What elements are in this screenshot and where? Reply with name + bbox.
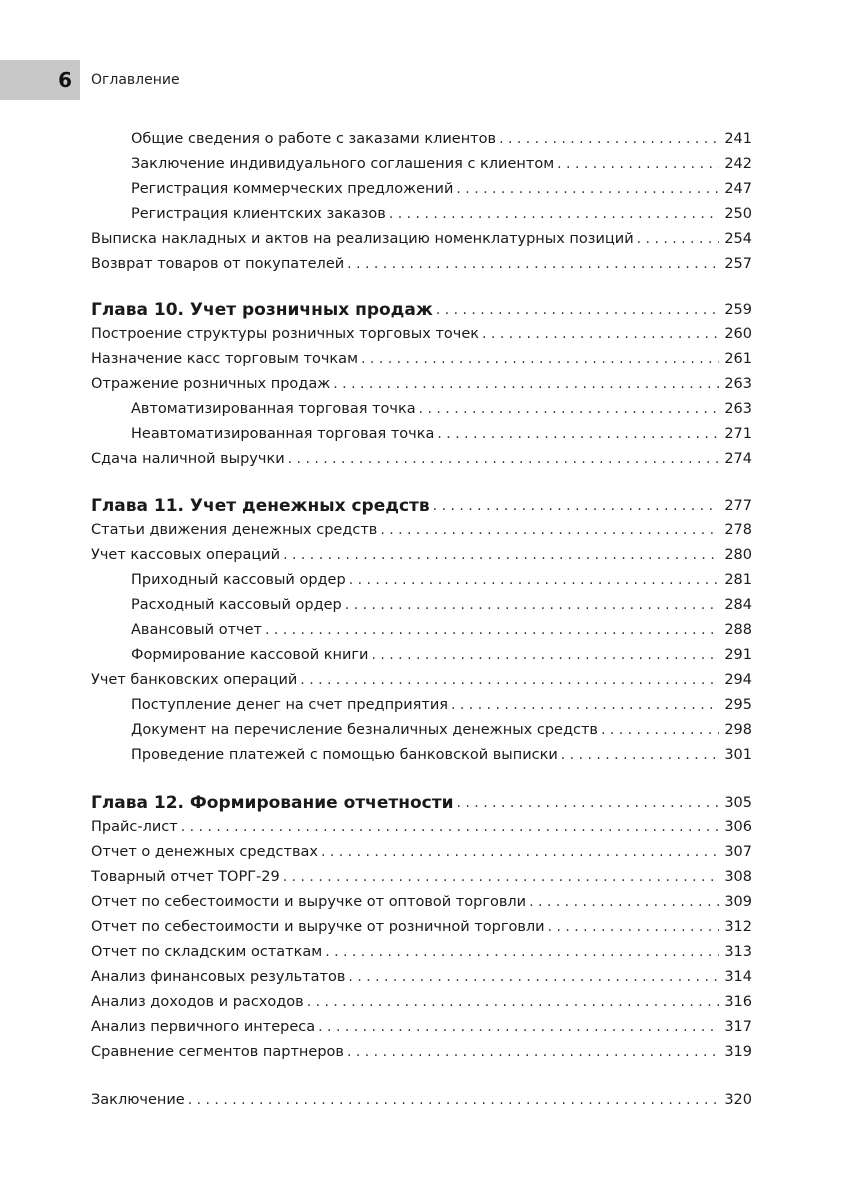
- toc-entry-title: Учет банковских операций: [91, 672, 298, 688]
- toc-entry: [131, 397, 752, 419]
- toc-leader-dots: [361, 349, 719, 369]
- toc-entry-page: 284: [724, 597, 752, 613]
- toc-entry-title: Формирование кассовой книги: [131, 647, 369, 663]
- toc-leader-dots: [456, 179, 719, 199]
- toc-entry-page: 314: [724, 969, 752, 985]
- toc-entry-title: Проведение платежей с помощью банковской выписки: [131, 747, 558, 763]
- toc-entry-title: Отчет по себестоимости и выручке от оптовой торговли: [91, 894, 527, 910]
- page-number: 6: [58, 68, 72, 92]
- toc-entry-page: 295: [724, 697, 752, 713]
- toc-entry-title: Сдача наличной выручки: [91, 451, 285, 467]
- toc-entry-page: 312: [724, 919, 752, 935]
- toc-entry-page: 308: [724, 869, 752, 885]
- toc-entry: [91, 990, 752, 1012]
- toc-entry-title: Регистрация коммерческих предложений: [131, 181, 454, 197]
- toc-leader-dots: [380, 520, 719, 540]
- toc-entry-page: 271: [724, 426, 752, 442]
- toc-leader-dots: [548, 917, 719, 937]
- toc-entry-page: 260: [724, 326, 752, 342]
- toc-entry-page: 298: [724, 722, 752, 738]
- toc-leader-dots: [349, 570, 719, 590]
- toc-leader-dots: [561, 745, 719, 765]
- toc-leader-dots: [307, 992, 719, 1012]
- toc-leader-dots: [482, 324, 719, 344]
- toc-entry-title: Отражение розничных продаж: [91, 376, 331, 392]
- toc-entry-title: Расходный кассовый ордер: [131, 597, 342, 613]
- toc-entry-page: 277: [724, 498, 752, 514]
- toc-entry-page: 313: [724, 944, 752, 960]
- toc-entry: [91, 789, 752, 815]
- toc-entry-page: 261: [724, 351, 752, 367]
- toc-entry: [131, 568, 752, 590]
- toc-entry-page: 257: [724, 256, 752, 272]
- toc-entry-page: 254: [724, 231, 752, 247]
- toc-entry: [131, 202, 752, 224]
- running-title: Оглавление: [91, 72, 180, 88]
- toc-entry: [91, 865, 752, 887]
- toc-entry-page: 278: [724, 522, 752, 538]
- toc-leader-dots: [437, 424, 719, 444]
- toc-entry-title: Анализ первичного интереса: [91, 1019, 316, 1035]
- toc-entry: [91, 322, 752, 344]
- toc-leader-dots: [347, 254, 719, 274]
- toc-entry: [91, 1015, 752, 1037]
- toc-leader-dots: [318, 1017, 719, 1037]
- toc-entry-page: 247: [724, 181, 752, 197]
- toc-entry: [131, 693, 752, 715]
- toc-entry: [131, 177, 752, 199]
- toc-entry-title: Сравнение сегментов партнеров: [91, 1044, 344, 1060]
- toc-leader-dots: [419, 399, 719, 419]
- toc-entry: [91, 252, 752, 274]
- toc-leader-dots: [348, 967, 719, 987]
- toc-entry-page: 274: [724, 451, 752, 467]
- toc-entry-title: Выписка накладных и актов на реализацию номенклатурных позиций: [91, 231, 634, 247]
- toc-entry-page: 263: [724, 376, 752, 392]
- toc-leader-dots: [333, 374, 719, 394]
- toc-entry-title: Отчет о денежных средствах: [91, 844, 318, 860]
- toc-entry-page: 291: [724, 647, 752, 663]
- toc-entry: [91, 518, 752, 540]
- toc-entry-page: 309: [724, 894, 752, 910]
- toc-leader-dots: [300, 670, 719, 690]
- toc-entry-title: Неавтоматизированная торговая точка: [131, 426, 435, 442]
- toc-entry-title: Учет кассовых операций: [91, 547, 281, 563]
- toc-entry: [91, 372, 752, 394]
- toc-entry-page: 317: [724, 1019, 752, 1035]
- toc-entry-title: Отчет по себестоимости и выручке от розничной торговли: [91, 919, 545, 935]
- toc-entry-page: 301: [724, 747, 752, 763]
- toc-entry-title: Построение структуры розничных торговых точек: [91, 326, 480, 342]
- toc-entry: [131, 127, 752, 149]
- toc-leader-dots: [188, 1090, 719, 1110]
- toc-entry: [91, 1088, 752, 1110]
- toc-entry: [91, 890, 752, 912]
- toc-leader-dots: [321, 842, 719, 862]
- toc-leader-dots: [557, 154, 719, 174]
- toc-entry-page: 259: [724, 302, 752, 318]
- toc-entry-title: Анализ финансовых результатов: [91, 969, 346, 985]
- toc-entry-page: 319: [724, 1044, 752, 1060]
- toc-entry-title: Заключение: [91, 1092, 185, 1108]
- toc-entry-title: Статьи движения денежных средств: [91, 522, 378, 538]
- toc-leader-dots: [347, 1042, 719, 1062]
- toc-leader-dots: [433, 494, 719, 518]
- toc-leader-dots: [529, 892, 719, 912]
- toc-leader-dots: [371, 645, 719, 665]
- toc-entry-title: Общие сведения о работе с заказами клиентов: [131, 131, 497, 147]
- toc-entry: [131, 152, 752, 174]
- toc-entry-title: Глава 11. Учет денежных средств: [91, 496, 430, 516]
- toc-entry: [91, 815, 752, 837]
- toc-leader-dots: [499, 129, 719, 149]
- toc-entry: [91, 347, 752, 369]
- toc-entry-title: Отчет по складским остаткам: [91, 944, 323, 960]
- toc-entry: [131, 618, 752, 640]
- toc-entry: [91, 492, 752, 518]
- toc-leader-dots: [601, 720, 719, 740]
- toc-entry: [91, 965, 752, 987]
- toc-entry: [131, 593, 752, 615]
- toc-entry-title: Товарный отчет ТОРГ-29: [91, 869, 280, 885]
- toc-entry-title: Прайс-лист: [91, 819, 178, 835]
- toc-leader-dots: [457, 791, 720, 815]
- toc-entry: [131, 422, 752, 444]
- toc-entry-page: 281: [724, 572, 752, 588]
- toc-entry: [131, 718, 752, 740]
- toc-entry-title: Регистрация клиентских заказов: [131, 206, 386, 222]
- toc-entry-page: 242: [724, 156, 752, 172]
- toc-entry: [91, 940, 752, 962]
- toc-entry-title: Возврат товаров от покупателей: [91, 256, 345, 272]
- toc-leader-dots: [451, 695, 719, 715]
- toc-entry-page: 307: [724, 844, 752, 860]
- toc-leader-dots: [436, 298, 719, 322]
- toc-entry: [131, 643, 752, 665]
- toc-entry-title: Заключение индивидуального соглашения с клиентом: [131, 156, 555, 172]
- toc-entry: [91, 915, 752, 937]
- toc-entry-title: Авансовый отчет: [131, 622, 262, 638]
- toc-entry-title: Автоматизированная торговая точка: [131, 401, 416, 417]
- toc-leader-dots: [389, 204, 719, 224]
- toc-entry-page: 280: [724, 547, 752, 563]
- toc-entry-page: 320: [724, 1092, 752, 1108]
- toc-entry-page: 288: [724, 622, 752, 638]
- toc-entry: [91, 1040, 752, 1062]
- toc-leader-dots: [288, 449, 719, 469]
- toc-leader-dots: [283, 867, 719, 887]
- toc-entry: [91, 296, 752, 322]
- toc-entry: [91, 227, 752, 249]
- toc-entry-title: Приходный кассовый ордер: [131, 572, 346, 588]
- toc-entry-page: 294: [724, 672, 752, 688]
- toc-entry-page: 305: [724, 795, 752, 811]
- toc-entry-title: Поступление денег на счет предприятия: [131, 697, 448, 713]
- toc-entry-title: Глава 10. Учет розничных продаж: [91, 300, 433, 320]
- toc-entry: [91, 447, 752, 469]
- toc-entry-title: Глава 12. Формирование отчетности: [91, 793, 454, 813]
- toc-entry: [131, 743, 752, 765]
- toc-leader-dots: [325, 942, 719, 962]
- toc-leader-dots: [637, 229, 719, 249]
- toc-entry: [91, 668, 752, 690]
- toc-entry-page: 241: [724, 131, 752, 147]
- toc-leader-dots: [283, 545, 719, 565]
- toc-entry-title: Документ на перечисление безналичных денежных средств: [131, 722, 598, 738]
- toc-entry: [91, 840, 752, 862]
- toc-entry-title: Назначение касс торговым точкам: [91, 351, 359, 367]
- toc-leader-dots: [345, 595, 719, 615]
- toc-entry-page: 316: [724, 994, 752, 1010]
- toc-entry-page: 263: [724, 401, 752, 417]
- toc-entry: [91, 543, 752, 565]
- toc-entry-title: Анализ доходов и расходов: [91, 994, 304, 1010]
- toc-entry-page: 250: [724, 206, 752, 222]
- toc-entry-page: 306: [724, 819, 752, 835]
- toc-leader-dots: [181, 817, 719, 837]
- toc-leader-dots: [265, 620, 719, 640]
